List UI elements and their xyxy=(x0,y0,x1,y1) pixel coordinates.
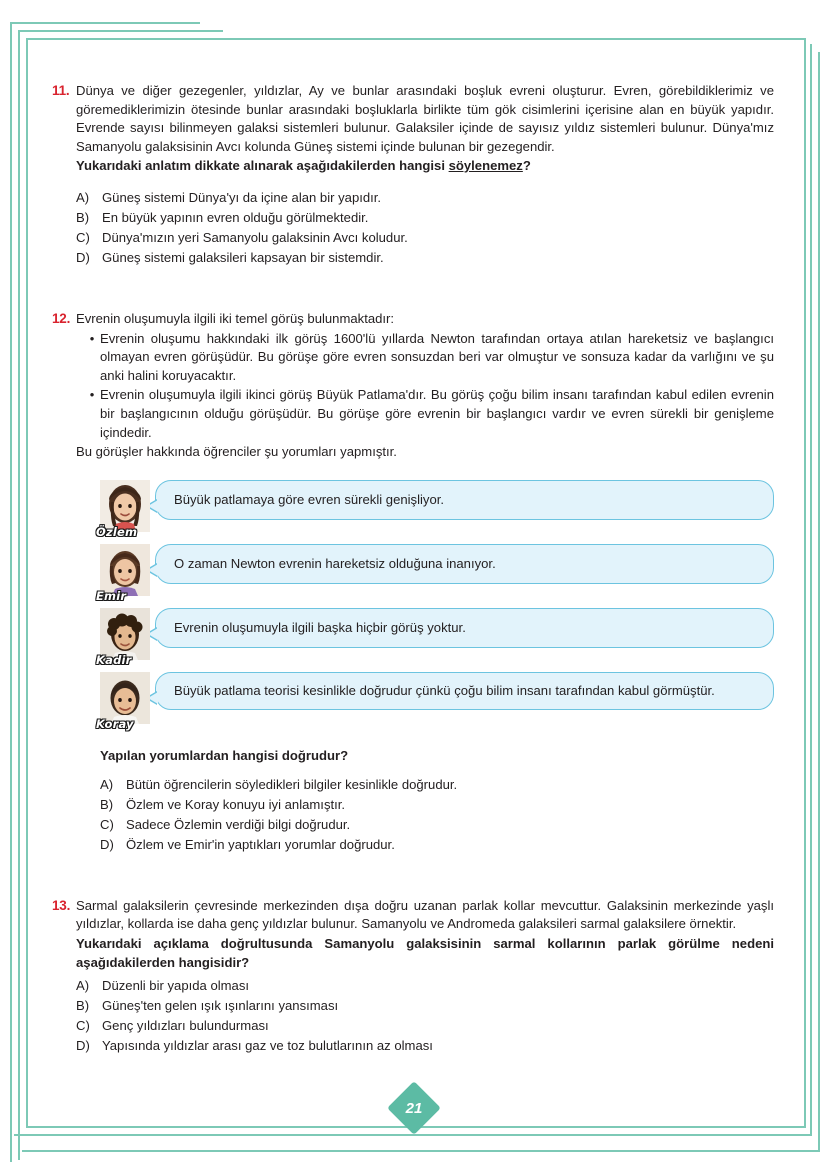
question-13-prompt: Yukarıdaki açıklama doğrultusunda Samanyolu galaksisinin sarmal kollarının parlak görülme nedeni aşağıdakilerden hangisidir? xyxy=(76,935,774,970)
question-12-number: 12. xyxy=(52,310,71,326)
option-b[interactable] xyxy=(76,208,774,228)
option-c[interactable] xyxy=(76,1016,774,1036)
option-b[interactable] xyxy=(76,996,774,1016)
spacer xyxy=(52,863,774,897)
question-12-intro: Evrenin oluşumuyla ilgili iki temel görüş bulunmaktadır: xyxy=(76,310,395,326)
option-a-letter: A) xyxy=(76,189,90,205)
student-comment-emir xyxy=(96,544,774,603)
speech-bubble-text: O zaman Newton evrenin hareketsiz olduğuna inanıyor. xyxy=(174,555,496,571)
student-name-label: Özlem xyxy=(96,524,138,539)
option-a-letter: A) xyxy=(100,776,114,792)
option-d-text: Yapısında yıldızlar arası gaz ve toz bulutlarının az olması xyxy=(102,1038,433,1054)
speech-bubble xyxy=(155,480,774,520)
option-a-text: Düzenli bir yapıda olması xyxy=(102,978,250,994)
option-c-text: Sadece Özlemin verdiği bilgi doğrudur. xyxy=(126,816,351,832)
question-11-prompt xyxy=(76,157,774,176)
option-b-letter: B) xyxy=(76,998,90,1014)
bullet-dot-icon: • xyxy=(89,387,95,403)
question-13-options xyxy=(76,976,774,1056)
speech-bubble xyxy=(155,608,774,648)
student-dialogue-list xyxy=(96,480,774,731)
question-11-prompt-pre: Yukarıdaki anlatım dikkate alınarak aşağıdakilerden hangisi xyxy=(76,158,449,174)
speech-bubble-text: Büyük patlama teorisi kesinlikle doğrudur çünkü çoğu bilim insanı tarafından kabul görmüştür. xyxy=(174,682,715,698)
speech-bubble-text: Büyük patlamaya göre evren sürekli genişliyor. xyxy=(174,491,445,507)
option-d-letter: D) xyxy=(76,249,90,265)
question-13-number: 13. xyxy=(52,897,71,913)
bullet-item-text: Evrenin oluşumu hakkındaki ilk görüş 1600'lü yıllarda Newton tarafından ortaya atılan hareketsiz ve başlangıcı olmayan evren görüşüdür. Bu görüşe göre evren sonsuzdan beri var olmuştur ve sonsuza kadar da varlığını ve şu anki halini koruyacaktır. xyxy=(100,330,774,383)
option-d-letter: D) xyxy=(100,836,114,852)
option-a-letter: A) xyxy=(76,978,90,994)
option-c-text: Genç yıldızları bulundurması xyxy=(102,1018,269,1034)
option-a-text: Bütün öğrencilerin söyledikleri bilgiler kesinlikle doğrudur. xyxy=(126,776,458,792)
question-12 xyxy=(52,310,774,855)
question-11-options xyxy=(76,188,774,268)
avatar-wrap xyxy=(96,544,150,603)
speech-bubble xyxy=(155,672,774,710)
student-name-label: Kadir xyxy=(96,652,132,667)
bullet-item xyxy=(76,386,774,442)
option-a[interactable] xyxy=(76,976,774,996)
option-b-text: Özlem ve Koray konuyu iyi anlamıştır. xyxy=(126,796,346,812)
question-13-paragraph: Sarmal galaksilerin çevresinde merkezinden dışa doğru uzanan parlak kollar mevcuttur. Galaksinin merkezinde yaşlı yıldızlar, kollarda ise daha genç yıldızlar bulunur. Samanyolu ve Andromeda galaksileri sarmal galaksilere örnektir. xyxy=(76,897,774,932)
option-b-letter: B) xyxy=(76,209,90,225)
bullet-dot-icon: • xyxy=(89,330,95,346)
option-b[interactable] xyxy=(100,795,774,815)
question-12-outro: Bu görüşler hakkında öğrenciler şu yorumları yapmıştır. xyxy=(76,444,397,460)
student-comment-koray xyxy=(96,672,774,731)
option-d-letter: D) xyxy=(76,1038,90,1054)
student-name-label: Emir xyxy=(96,588,127,603)
page-number-badge xyxy=(395,1089,433,1127)
option-d[interactable] xyxy=(100,835,774,855)
speech-bubble-text: Evrenin oluşumuyla ilgili başka hiçbir görüş yoktur. xyxy=(174,619,466,635)
question-12-options xyxy=(100,775,774,855)
question-12-prompt: Yapılan yorumlardan hangisi doğrudur? xyxy=(100,747,349,763)
question-11-number: 11. xyxy=(52,83,70,98)
question-13 xyxy=(52,897,774,1056)
option-c-letter: C) xyxy=(100,816,114,832)
spacer xyxy=(52,276,774,310)
bullet-item-text: Evrenin oluşumuyla ilgili ikinci görüş Büyük Patlama'dır. Bu görüş çoğu bilim insanı tarafından kabul edilen evrenin bir başlangıcının olduğu görüşüdür. Bu görüşe göre evrenin bir başlangıcı vardır ve evren sürekli bir genişleme içindedir. xyxy=(100,387,774,440)
option-d-text: Özlem ve Emir'in yaptıkları yorumlar doğrudur. xyxy=(126,836,395,852)
option-b-letter: B) xyxy=(100,796,114,812)
option-b-text: En büyük yapının evren olduğu görülmektedir. xyxy=(102,209,369,225)
page-number: 21 xyxy=(405,1099,423,1117)
question-12-bullet-list xyxy=(76,330,774,443)
avatar-wrap xyxy=(96,672,150,731)
option-d[interactable] xyxy=(76,248,774,268)
question-11-prompt-emphasis: söylenemez xyxy=(448,158,523,174)
question-11-prompt-post: ? xyxy=(522,158,531,174)
option-d[interactable] xyxy=(76,1036,774,1056)
option-a[interactable] xyxy=(76,188,774,208)
speech-bubble xyxy=(155,544,774,584)
avatar-wrap xyxy=(96,608,150,667)
avatar-wrap xyxy=(96,480,150,539)
option-c-text: Dünya'mızın yeri Samanyolu galaksinin Avcı koludur. xyxy=(102,229,408,245)
option-a[interactable] xyxy=(100,775,774,795)
option-a-text: Güneş sistemi Dünya'yı da içine alan bir yapıdır. xyxy=(102,189,382,205)
page-content xyxy=(30,46,802,1120)
student-comment-ozlem xyxy=(96,480,774,539)
student-comment-kadir xyxy=(96,608,774,667)
bullet-item xyxy=(76,330,774,386)
student-name-label: Koray xyxy=(96,716,134,731)
question-11-paragraph: Dünya ve diğer gezegenler, yıldızlar, Ay ve bunlar arasındaki boşluk evreni oluşturur. Evren, görebildiklerimiz ve göremediklerimizin ötesinde bunlar arasındaki boşluklarla birlikte tüm gök cisimlerini içerisine alan en büyük yapıdır. Evrende sayısı bilinmeyen galaksi sistemleri bulunur. Galaksiler içinde de sayısız yıldız sistemleri bulunur. Dünya'mız Samanyolu galaksisinin Avcı kolunda Güneş sistemi içinde bulunan bir gezegendir. xyxy=(76,83,774,154)
option-c-letter: C) xyxy=(76,229,90,245)
option-c[interactable] xyxy=(100,815,774,835)
option-c[interactable] xyxy=(76,228,774,248)
option-b-text: Güneş'ten gelen ışık ışınlarını yansıması xyxy=(102,998,339,1014)
option-c-letter: C) xyxy=(76,1018,90,1034)
question-11 xyxy=(52,82,774,268)
option-d-text: Güneş sistemi galaksileri kapsayan bir sistemdir. xyxy=(102,249,384,265)
